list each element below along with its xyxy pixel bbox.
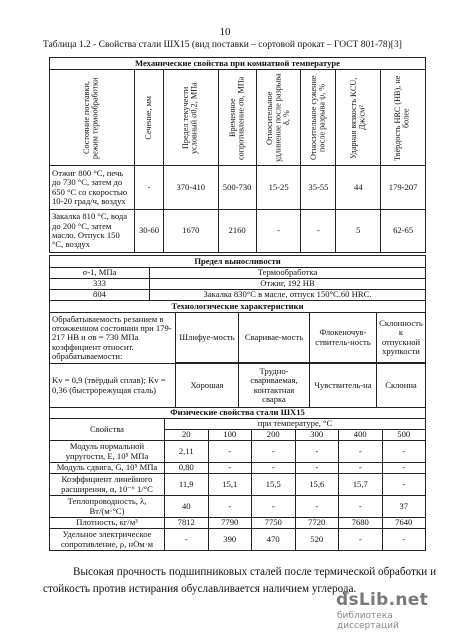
machinability-cell bbox=[50, 313, 176, 364]
mech-cell: 44 bbox=[336, 166, 381, 210]
phys-cell: 7720 bbox=[295, 518, 339, 529]
endurance-tech-table bbox=[49, 255, 426, 313]
body-paragraph-line-2: стойкость против истирания обуславливается наличием углерода. bbox=[43, 583, 357, 595]
mech-cell: Отжиг 800 °С, печь до 730 °С, затем до 650 °С со скоростью 10-20 град/ч, воздух bbox=[50, 166, 135, 210]
mech-cell: - bbox=[135, 166, 164, 210]
phys-cell: - bbox=[382, 529, 426, 551]
phys-cell: - bbox=[295, 441, 339, 463]
phys-cell: 0,80 bbox=[165, 463, 209, 474]
endurance-treatment: Закалка 830°С в масле, отпуск 150°С.60 HRC. bbox=[150, 290, 426, 301]
mech-cell: 500-730 bbox=[218, 166, 256, 210]
mech-header: Предел текучести условный σ0,2, МПа bbox=[181, 81, 199, 154]
phys-cell: - bbox=[252, 463, 296, 474]
mech-cell: Закалка 810 °С, вода до 200 °С, затем масло. Отпуск 150 °С, воздух bbox=[50, 210, 135, 253]
phys-cell: - bbox=[382, 474, 426, 496]
phys-cell: 15,1 bbox=[208, 474, 252, 496]
body-paragraph-line-1: Высокая прочность подшипниковых сталей после термической обработки и bbox=[73, 566, 437, 578]
phys-cell: - bbox=[295, 496, 339, 518]
phys-cell: 15,5 bbox=[252, 474, 296, 496]
watermark-subtitle: библиотека диссертаций bbox=[337, 611, 399, 631]
phys-cell: 11,9 bbox=[165, 474, 209, 496]
mech-cell: - bbox=[301, 210, 336, 253]
phys-cell: 15,6 bbox=[295, 474, 339, 496]
phys-cell: - bbox=[252, 441, 296, 463]
phys-temp: 100 bbox=[208, 430, 252, 441]
phys-cell: - bbox=[252, 496, 296, 518]
mech-cell: 370-410 bbox=[164, 166, 219, 210]
phys-cell: 15,7 bbox=[339, 474, 383, 496]
page-number: 10 bbox=[219, 26, 231, 38]
phys-cell: 7812 bbox=[165, 518, 209, 529]
tech-header: Сваривае-мость bbox=[239, 313, 310, 363]
mech-cell: 2160 bbox=[218, 210, 256, 253]
phys-cell: - bbox=[339, 441, 383, 463]
phys-cell: 7790 bbox=[208, 518, 252, 529]
phys-name: Удельное электрическое сопротивление, ρ, нОм·м bbox=[50, 529, 165, 551]
phys-cell: 470 bbox=[252, 529, 296, 551]
mech-cell: 35-55 bbox=[301, 166, 336, 210]
tech-value: Склонна bbox=[377, 364, 426, 408]
phys-cell: - bbox=[208, 496, 252, 518]
phys-cell: - bbox=[339, 463, 383, 474]
tech-table bbox=[49, 312, 426, 408]
phys-cell: 7750 bbox=[252, 518, 296, 529]
phys-cell: - bbox=[339, 496, 383, 518]
phys-cell: - bbox=[165, 529, 209, 551]
phys-temp: 20 bbox=[165, 430, 209, 441]
mech-header: Сечение, мм bbox=[143, 95, 153, 140]
mech-cell: 15-25 bbox=[256, 166, 301, 210]
phys-temp: 500 bbox=[382, 430, 426, 441]
phys-cell: - bbox=[208, 441, 252, 463]
tech-value: Чувствитель-на bbox=[310, 364, 377, 408]
phys-cell: - bbox=[295, 463, 339, 474]
mechanical-properties-table bbox=[49, 57, 426, 253]
tech-header: Склонность к отпускной хрупкости bbox=[377, 313, 426, 363]
phys-cell: - bbox=[339, 529, 383, 551]
mech-header: Относительное удлинение после разрыва δ, % bbox=[264, 73, 291, 162]
mech-cell: - bbox=[256, 210, 301, 253]
table-caption: Таблица 1.2 - Свойства стали ШХ15 (вид поставки – сортовой прокат – ГОСТ 801-78)[3] bbox=[43, 40, 402, 50]
mech-cell: 1670 bbox=[164, 210, 219, 253]
endurance-title: Предел выносливости bbox=[50, 256, 426, 268]
mech-cell: 62-65 bbox=[381, 210, 426, 253]
phys-temp: 300 bbox=[295, 430, 339, 441]
phys-name: Модуль нормальной упругости, E, 10⁵ МПа bbox=[50, 441, 165, 463]
phys-name: Коэффициент линейного расширения, α, 10⁻⁶ 1/°С bbox=[50, 474, 165, 496]
phys-cell: 7680 bbox=[339, 518, 383, 529]
phys-name: Модуль сдвига, G, 10⁵ МПа bbox=[50, 463, 165, 474]
phys-cell: - bbox=[382, 441, 426, 463]
watermark-logo: dsLib.net bbox=[336, 590, 429, 610]
endurance-value: 333 bbox=[50, 279, 150, 290]
endurance-col2: Термообработка bbox=[150, 268, 426, 279]
mech-cell: 30-60 bbox=[135, 210, 164, 253]
phys-cell: 2,11 bbox=[165, 441, 209, 463]
phys-name: Плотность, кг/м³ bbox=[50, 518, 165, 529]
mech-header: Состояние поставки, режим термообработки bbox=[82, 76, 100, 159]
endurance-treatment: Отжиг, 192 HB bbox=[150, 279, 426, 290]
mech-cell: 5 bbox=[336, 210, 381, 253]
endurance-col1: σ-1, МПа bbox=[50, 268, 150, 279]
phys-cell: 390 bbox=[208, 529, 252, 551]
machinability-coef: Kv = 0,9 (твёрдый сплав); Kv = 0,36 (быстрорежущая сталь) bbox=[50, 364, 176, 408]
phys-temp-header: при температуре, °С bbox=[165, 419, 426, 430]
phys-temp: 400 bbox=[339, 430, 383, 441]
tech-value: Хорошая bbox=[176, 364, 239, 408]
phys-cell: - bbox=[208, 463, 252, 474]
mech-header: Относительное сужение после разрыва ψ, % bbox=[308, 75, 327, 160]
endurance-value: 804 bbox=[50, 290, 150, 301]
tech-header: Шлифуе-мость bbox=[176, 313, 239, 363]
phys-cell: 40 bbox=[165, 496, 209, 518]
phys-title: Физические свойства стали ШХ15 bbox=[50, 408, 426, 419]
phys-cell: 37 bbox=[382, 496, 426, 518]
mech-header: Временное сопротивление σв, МПа bbox=[227, 75, 246, 160]
machinability-text: Обрабатываемость резанием в отожженном состоянии при 179-217 HB и σв = 730 МПа коэффициент относит. обрабатываемости: bbox=[52, 313, 172, 361]
phys-cell: 7640 bbox=[382, 518, 426, 529]
mech-title: Механические свойства при комнатной температуре bbox=[50, 58, 426, 70]
phys-name: Теплопроводность, λ, Вт/(м·°С) bbox=[50, 496, 165, 518]
mech-header: Твёрдость HRC (HB), не более bbox=[393, 74, 412, 161]
phys-cell: - bbox=[382, 463, 426, 474]
tech-header: Флокеночув-ствитель-ность bbox=[310, 313, 377, 363]
tech-title: Технологические характеристики bbox=[50, 301, 426, 313]
phys-cell: 520 bbox=[295, 529, 339, 551]
phys-temp: 200 bbox=[252, 430, 296, 441]
mech-header: Ударная вязкость KCU, Дж/см² bbox=[348, 76, 367, 159]
phys-prop-header: Свойства bbox=[50, 419, 165, 441]
mech-cell: 179-207 bbox=[381, 166, 426, 210]
physical-properties-table bbox=[49, 407, 426, 551]
tech-value: Трудно-свариваемая, контактная сварка bbox=[239, 364, 310, 408]
